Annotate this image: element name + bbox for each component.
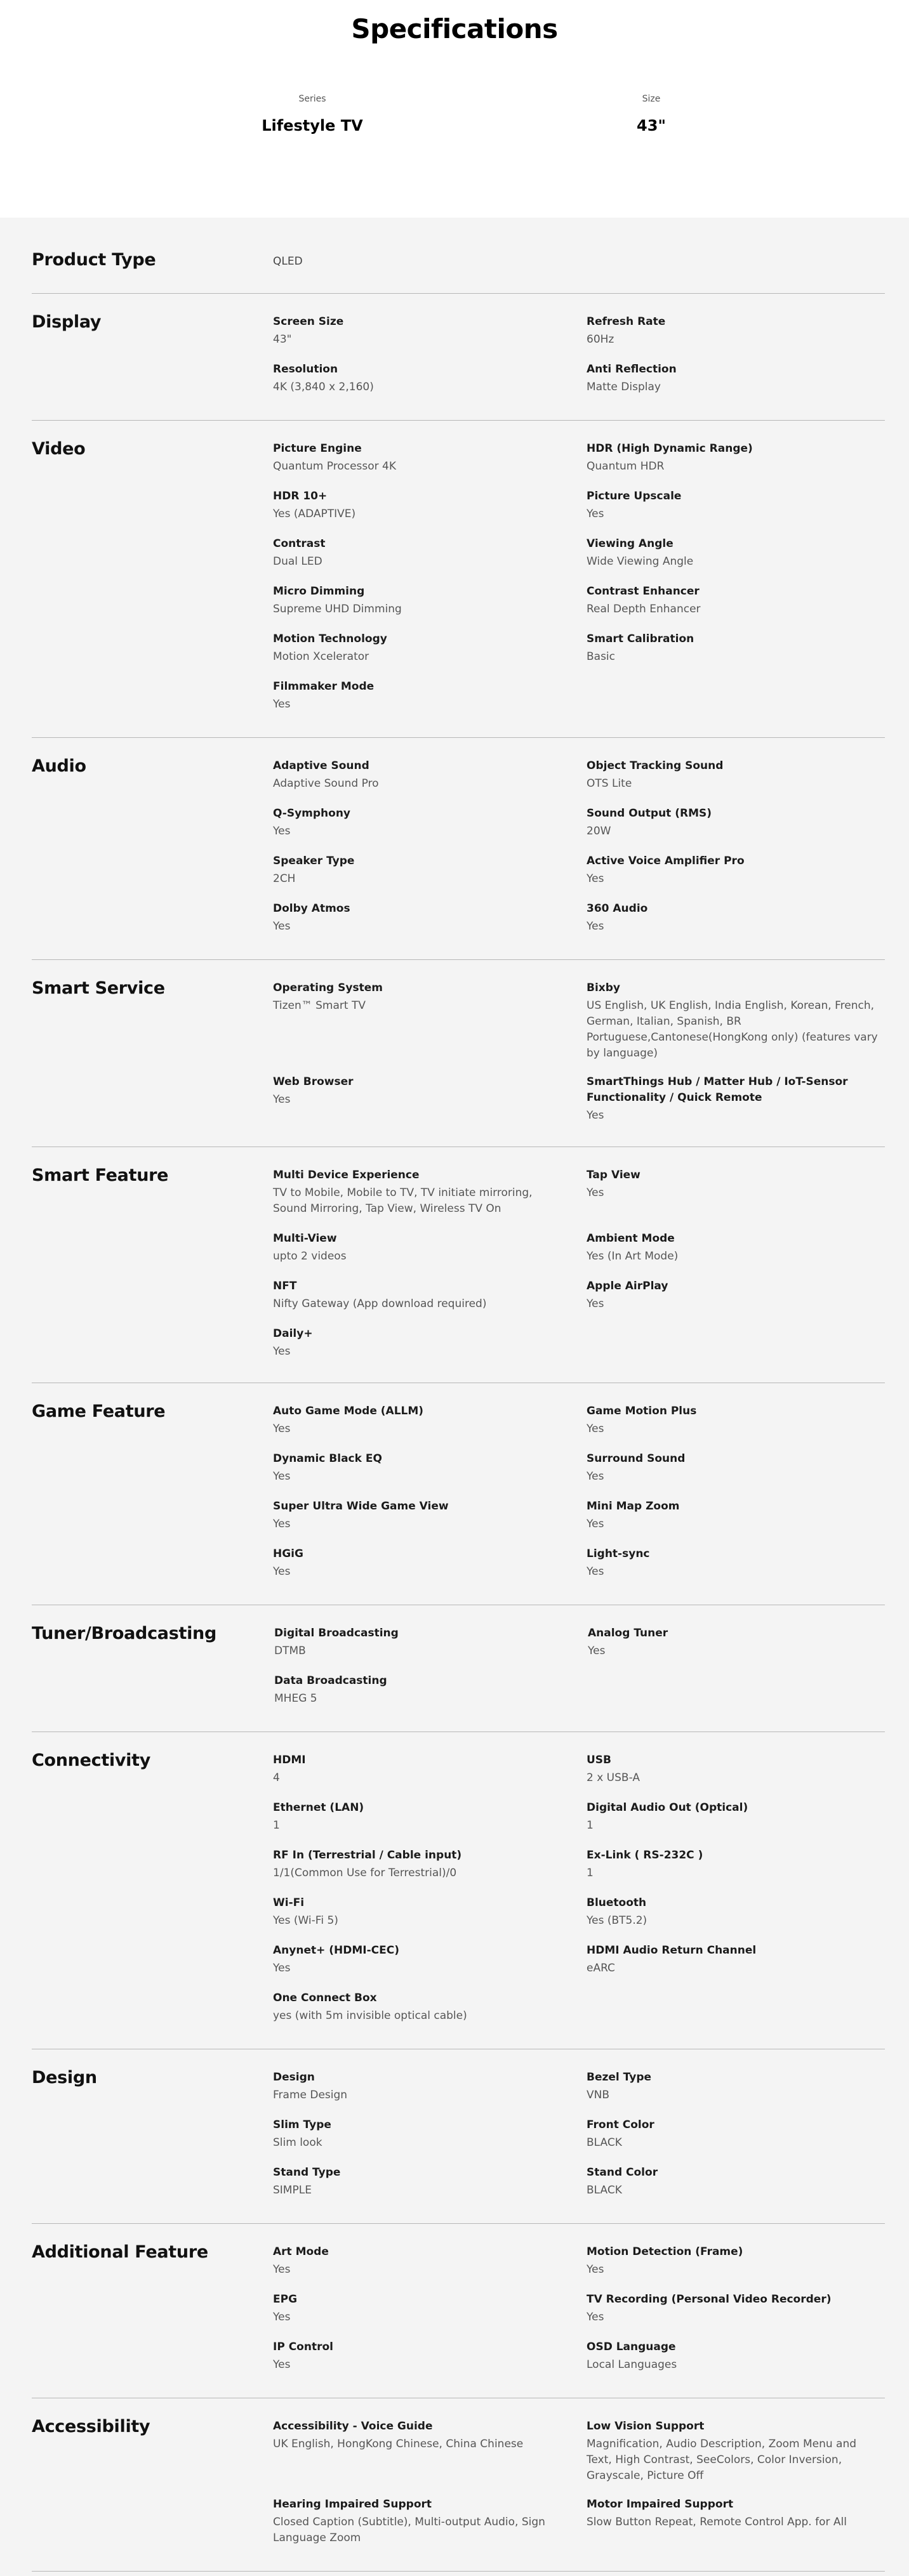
- spec-value: Yes: [587, 1518, 604, 1530]
- spec-label: EPG: [273, 2293, 298, 2306]
- spec-label: Stand Color: [587, 2166, 658, 2179]
- spec-label: Motion Detection (Frame): [587, 2245, 743, 2258]
- spec-item: [587, 584, 879, 617]
- spec-item: [273, 2292, 565, 2325]
- spec-label: Auto Game Mode (ALLM): [273, 1405, 424, 1417]
- spec-value: Yes: [587, 1423, 604, 1435]
- spec-section-accessibility: [32, 2398, 885, 2572]
- spec-section-smart-service: [32, 960, 885, 1147]
- spec-label: Tap View: [587, 1169, 640, 1181]
- spec-value: Yes: [587, 2263, 604, 2276]
- spec-item: [273, 2244, 565, 2278]
- spec-value: Slow Button Repeat, Remote Control App. for All: [587, 2516, 847, 2528]
- spec-item: [587, 489, 879, 522]
- spec-value: Quantum HDR: [587, 460, 665, 473]
- spec-item: [273, 1403, 565, 1437]
- spec-section-display: [32, 294, 885, 421]
- spec-item: [273, 1167, 565, 1217]
- spec-value: SIMPLE: [273, 2184, 312, 2197]
- spec-value: UK English, HongKong Chinese, China Chinese: [273, 2438, 524, 2450]
- spec-value: Real Depth Enhancer: [587, 603, 701, 615]
- spec-value: QLED: [273, 255, 303, 268]
- spec-value: OTS Lite: [587, 777, 632, 790]
- spec-item: [587, 1278, 879, 1312]
- spec-label: Sound Output (RMS): [587, 807, 712, 820]
- spec-label: Wi-Fi: [273, 1896, 305, 1909]
- spec-item: [587, 1895, 879, 1929]
- section-title: Display: [32, 312, 102, 332]
- spec-value: BLACK: [587, 2136, 622, 2149]
- spec-label: RF In (Terrestrial / Cable input): [273, 1849, 462, 1862]
- spec-label: HGiG: [273, 1548, 303, 1560]
- spec-item: [587, 1451, 879, 1485]
- spec-label: Analog Tuner: [588, 1627, 668, 1640]
- spec-label: SmartThings Hub / Matter Hub / IoT-Sensor Functionality / Quick Remote: [587, 1075, 848, 1104]
- spec-item: [587, 441, 879, 475]
- spec-label: 360 Audio: [587, 902, 648, 915]
- spec-item: [273, 1326, 565, 1360]
- spec-item: [274, 1673, 566, 1707]
- spec-label: Screen Size: [273, 315, 344, 328]
- spec-value: Yes: [587, 872, 604, 885]
- spec-value: Motion Xcelerator: [273, 650, 369, 663]
- spec-value: Yes: [587, 508, 604, 520]
- spec-label: Design: [273, 2071, 315, 2084]
- spec-value: Yes: [587, 1470, 604, 1483]
- spec-section-game-feature: [32, 1383, 885, 1605]
- spec-item: [587, 2497, 879, 2530]
- spec-value: 20W: [587, 825, 611, 838]
- spec-section-design: [32, 2049, 885, 2224]
- series-value: Lifestyle TV: [262, 117, 363, 135]
- spec-value: Wide Viewing Angle: [587, 555, 694, 568]
- spec-item: [273, 489, 565, 522]
- series-label: Series: [298, 94, 326, 104]
- spec-label: Q-Symphony: [273, 807, 350, 820]
- spec-label: Slim Type: [273, 2119, 331, 2131]
- spec-item: [587, 2165, 879, 2198]
- spec-label: Bluetooth: [587, 1896, 647, 1909]
- spec-item: [273, 1848, 565, 1881]
- section-title: Smart Service: [32, 978, 165, 998]
- spec-value: Yes: [587, 2311, 604, 2323]
- spec-value: Yes: [587, 920, 604, 933]
- spec-label: Active Voice Amplifier Pro: [587, 855, 745, 867]
- spec-item: [273, 1451, 565, 1485]
- spec-label: Super Ultra Wide Game View: [273, 1500, 449, 1513]
- spec-value: Quantum Processor 4K: [273, 460, 396, 473]
- spec-item: [273, 1074, 565, 1108]
- spec-item: [587, 758, 879, 792]
- spec-label: HDMI: [273, 1754, 306, 1766]
- spec-value: Yes (In Art Mode): [587, 1250, 679, 1263]
- spec-value: Yes: [273, 1423, 291, 1435]
- spec-label: Refresh Rate: [587, 315, 666, 328]
- spec-value: Yes: [587, 1298, 604, 1310]
- spec-value: eARC: [587, 1962, 615, 1975]
- spec-item: [587, 2244, 879, 2278]
- spec-item: [587, 536, 879, 570]
- spec-label: Motor Impaired Support: [587, 2498, 734, 2511]
- spec-item: [273, 1752, 565, 1786]
- spec-item: [273, 2165, 565, 2198]
- spec-value: BLACK: [587, 2184, 622, 2197]
- spec-label: Picture Engine: [273, 442, 362, 455]
- spec-value: Yes: [273, 920, 291, 933]
- spec-item: [273, 362, 565, 395]
- spec-item: [587, 1499, 879, 1532]
- size-value: 43": [637, 117, 666, 135]
- spec-label: Micro Dimming: [273, 585, 365, 598]
- spec-item: [273, 314, 565, 348]
- spec-value: Frame Design: [273, 2089, 348, 2101]
- spec-item: [273, 2117, 565, 2151]
- spec-item: [273, 584, 565, 617]
- spec-item: [587, 631, 879, 665]
- section-title: Product Type: [32, 250, 156, 270]
- spec-item: [587, 1848, 879, 1881]
- spec-value: 1/1(Common Use for Terrestrial)/0: [273, 1867, 457, 1879]
- spec-value: MHEG 5: [274, 1692, 317, 1705]
- spec-item: [273, 1895, 565, 1929]
- spec-label: Multi Device Experience: [273, 1169, 420, 1181]
- spec-label: Picture Upscale: [587, 490, 682, 503]
- spec-label: Data Broadcasting: [274, 1674, 387, 1687]
- spec-item: [273, 1800, 565, 1834]
- spec-label: Digital Broadcasting: [274, 1627, 399, 1640]
- spec-item: [273, 2070, 565, 2103]
- spec-label: Low Vision Support: [587, 2420, 705, 2433]
- spec-label: Adaptive Sound: [273, 759, 369, 772]
- spec-item: [587, 1800, 879, 1834]
- spec-item: [587, 1167, 879, 1201]
- spec-item: [587, 1546, 879, 1580]
- spec-value: Local Languages: [587, 2358, 677, 2371]
- section-title: Additional Feature: [32, 2242, 208, 2262]
- spec-value: Nifty Gateway (App download required): [273, 1298, 487, 1310]
- spec-value: Magnification, Audio Description, Zoom Menu and Text, High Contrast, SeeColors, Color Inversion, Grayscale, Picture Off: [587, 2438, 857, 2482]
- spec-value: Yes: [587, 1109, 604, 1122]
- section-title: Audio: [32, 756, 86, 776]
- spec-item: [587, 2070, 879, 2103]
- section-title: Smart Feature: [32, 1166, 169, 1185]
- size-label: Size: [642, 94, 661, 104]
- spec-label: HDMI Audio Return Channel: [587, 1944, 757, 1957]
- spec-value: Yes: [273, 1345, 291, 1358]
- spec-value: TV to Mobile, Mobile to TV, TV initiate mirroring, Sound Mirroring, Tap View, Wireless TV On: [273, 1186, 533, 1215]
- section-title: Video: [32, 439, 86, 459]
- spec-item: [273, 2419, 565, 2452]
- spec-label: NFT: [273, 1280, 297, 1292]
- spec-section-product-type: [32, 232, 885, 294]
- spec-value: 1: [587, 1819, 594, 1832]
- spec-value: Matte Display: [587, 381, 661, 393]
- spec-item: [273, 2339, 565, 2373]
- spec-label: Ethernet (LAN): [273, 1801, 364, 1814]
- spec-item: [587, 2117, 879, 2151]
- spec-item: [273, 806, 565, 839]
- spec-value: Tizen™ Smart TV: [273, 999, 366, 1012]
- spec-value: Yes: [273, 825, 291, 838]
- spec-section-video: [32, 421, 885, 738]
- spec-label: Accessibility - Voice Guide: [273, 2420, 433, 2433]
- spec-item: [273, 853, 565, 887]
- spec-label: Ex-Link ( RS-232C ): [587, 1849, 703, 1862]
- spec-value: Basic: [587, 650, 616, 663]
- spec-label: Bezel Type: [587, 2071, 652, 2084]
- spec-value: US English, UK English, India English, Korean, French, German, Italian, Spanish, BR Portuguese,Cantonese(HongKong only) (features vary by language): [587, 999, 878, 1060]
- spec-label: Art Mode: [273, 2245, 329, 2258]
- spec-value: Yes (ADAPTIVE): [273, 508, 356, 520]
- spec-item: [587, 362, 879, 395]
- spec-item: [273, 631, 565, 665]
- section-title: Tuner/Broadcasting: [32, 1624, 216, 1643]
- spec-label: Stand Type: [273, 2166, 341, 2179]
- spec-item: [273, 679, 565, 713]
- spec-value: Closed Caption (Subtitle), Multi-output Audio, Sign Language Zoom: [273, 2516, 545, 2544]
- spec-value: 2CH: [273, 872, 296, 885]
- section-title: Design: [32, 2068, 97, 2087]
- spec-value: Yes: [588, 1645, 606, 1657]
- spec-label: Resolution: [273, 363, 338, 376]
- spec-value: yes (with 5m invisible optical cable): [273, 2009, 467, 2022]
- spec-item: [273, 1546, 565, 1580]
- spec-section-connectivity: [32, 1732, 885, 2049]
- spec-value: Yes: [273, 2358, 291, 2371]
- spec-label: HDR (High Dynamic Range): [587, 442, 753, 455]
- spec-value: Yes: [587, 1186, 604, 1199]
- spec-label: One Connect Box: [273, 1992, 377, 2004]
- spec-value: Supreme UHD Dimming: [273, 603, 402, 615]
- spec-section-audio: [32, 738, 885, 960]
- spec-label: Digital Audio Out (Optical): [587, 1801, 748, 1814]
- spec-label: Contrast: [273, 537, 326, 550]
- spec-label: Web Browser: [273, 1075, 354, 1088]
- spec-item: [587, 1231, 879, 1265]
- specifications-panel: [0, 218, 909, 2576]
- spec-label: TV Recording (Personal Video Recorder): [587, 2293, 832, 2306]
- spec-value: DTMB: [274, 1645, 306, 1657]
- section-title: Connectivity: [32, 1751, 151, 1770]
- spec-value: Yes: [273, 2263, 291, 2276]
- spec-label: Motion Technology: [273, 633, 387, 645]
- spec-item: [587, 901, 879, 935]
- spec-label: Apple AirPlay: [587, 1280, 668, 1292]
- spec-label: Dynamic Black EQ: [273, 1452, 382, 1465]
- spec-label: OSD Language: [587, 2341, 676, 2353]
- spec-label: IP Control: [273, 2341, 333, 2353]
- spec-item: [273, 980, 565, 1014]
- spec-value: 60Hz: [587, 333, 614, 346]
- spec-label: Bixby: [587, 982, 621, 994]
- spec-label: Daily+: [273, 1327, 313, 1340]
- spec-item: [273, 2497, 565, 2546]
- spec-item: [273, 1231, 565, 1265]
- spec-value: Adaptive Sound Pro: [273, 777, 379, 790]
- spec-label: Surround Sound: [587, 1452, 686, 1465]
- spec-label: Filmmaker Mode: [273, 680, 375, 693]
- spec-label: Viewing Angle: [587, 537, 673, 550]
- spec-label: Object Tracking Sound: [587, 759, 724, 772]
- spec-value: Yes (BT5.2): [587, 1914, 647, 1927]
- spec-item: [587, 853, 879, 887]
- spec-item: [273, 441, 565, 475]
- spec-value: Yes (Wi-Fi 5): [273, 1914, 338, 1927]
- spec-value: Yes: [273, 1093, 291, 1106]
- spec-value: 2 x USB-A: [587, 1771, 640, 1784]
- spec-label: Operating System: [273, 982, 383, 994]
- spec-item: [587, 2339, 879, 2373]
- spec-label: Multi-View: [273, 1232, 337, 1245]
- spec-label: Anynet+ (HDMI-CEC): [273, 1944, 400, 1957]
- section-title: Accessibility: [32, 2417, 150, 2436]
- section-title: Game Feature: [32, 1402, 166, 1421]
- spec-label: Anti Reflection: [587, 363, 677, 376]
- spec-label: Mini Map Zoom: [587, 1500, 680, 1513]
- spec-label: Ambient Mode: [587, 1232, 675, 1245]
- spec-item: [273, 1278, 565, 1312]
- spec-value: Yes: [273, 2311, 291, 2323]
- spec-item: [587, 2292, 879, 2325]
- spec-value: Yes: [273, 1565, 291, 1578]
- spec-item: [274, 1626, 566, 1659]
- spec-item: [587, 1403, 879, 1437]
- spec-label: Game Motion Plus: [587, 1405, 697, 1417]
- spec-label: Hearing Impaired Support: [273, 2498, 432, 2511]
- spec-value: 4: [273, 1771, 280, 1784]
- spec-item: [587, 2419, 879, 2484]
- spec-value: Slim look: [273, 2136, 322, 2149]
- spec-label: USB: [587, 1754, 612, 1766]
- spec-label: Smart Calibration: [587, 633, 694, 645]
- spec-value: Yes: [273, 1470, 291, 1483]
- spec-section-smart-feature: [32, 1147, 885, 1383]
- spec-value: Yes: [273, 698, 291, 711]
- spec-label: Speaker Type: [273, 855, 355, 867]
- spec-item: [587, 1752, 879, 1786]
- spec-label: Front Color: [587, 2119, 654, 2131]
- spec-item: [587, 806, 879, 839]
- spec-item: [273, 254, 565, 270]
- page-title: Specifications: [351, 13, 558, 44]
- spec-label: HDR 10+: [273, 490, 328, 503]
- spec-item: [273, 1943, 565, 1976]
- spec-label: Dolby Atmos: [273, 902, 350, 915]
- spec-item: [273, 536, 565, 570]
- spec-item: [588, 1626, 880, 1659]
- spec-item: [273, 758, 565, 792]
- spec-item: [587, 1074, 879, 1124]
- spec-value: 1: [273, 1819, 280, 1832]
- spec-item: [273, 901, 565, 935]
- spec-value: Yes: [273, 1518, 291, 1530]
- spec-value: 1: [587, 1867, 594, 1879]
- spec-value: Yes: [273, 1962, 291, 1975]
- spec-item: [587, 314, 879, 348]
- spec-value: Dual LED: [273, 555, 322, 568]
- spec-section-additional-feature: [32, 2224, 885, 2398]
- spec-value: Yes: [587, 1565, 604, 1578]
- spec-item: [273, 1499, 565, 1532]
- spec-item: [587, 1943, 879, 1976]
- spec-label: Contrast Enhancer: [587, 585, 700, 598]
- spec-value: 43": [273, 333, 292, 346]
- spec-value: VNB: [587, 2089, 610, 2101]
- spec-label: Light-sync: [587, 1548, 650, 1560]
- spec-item: [587, 980, 879, 1061]
- spec-section-tuner-broadcasting: [32, 1605, 885, 1732]
- spec-value: upto 2 videos: [273, 1250, 347, 1263]
- spec-item: [273, 1990, 565, 2024]
- spec-value: 4K (3,840 x 2,160): [273, 381, 374, 393]
